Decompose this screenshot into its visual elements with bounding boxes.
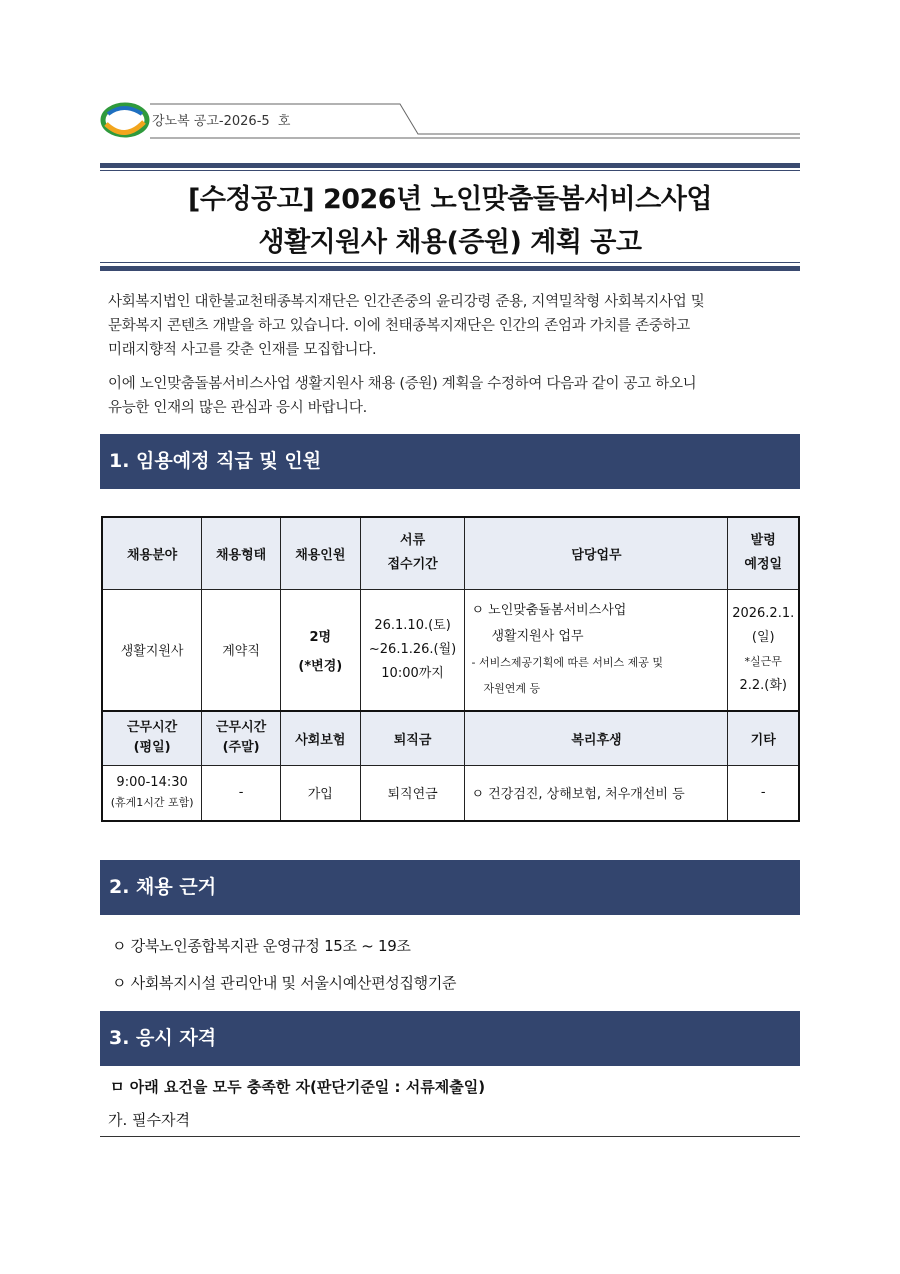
- requirement-heading: ㅁ 아래 요건을 모두 충족한 자(판단기준일 : 서류제출일): [110, 1078, 486, 1096]
- period-cell: [360, 589, 465, 711]
- title-bottom-thin-rule: [100, 262, 800, 263]
- duty-sub: - 서비스제공기획에 따른 서비스 제공 및: [471, 655, 663, 669]
- title-top-rule: [100, 163, 800, 168]
- period-time: 10:00까지: [381, 665, 444, 681]
- weekday-hours-cell: [102, 765, 202, 821]
- field-cell: 생활지원사: [102, 589, 202, 711]
- organization-logo-icon: [100, 102, 150, 138]
- duty-bullet-cont: 생활지원사 업무: [491, 628, 584, 644]
- period-end: ~26.1.26.(월): [368, 641, 457, 657]
- etc-cell: -: [728, 765, 799, 821]
- count-cell: [280, 589, 360, 711]
- duty-cell: [465, 589, 728, 711]
- intro-line: 유능한 인재의 많은 관심과 응시 바랍니다.: [108, 400, 367, 416]
- header-cell: 근무시간 (평일): [102, 711, 202, 765]
- weekday-hours: 9:00-14:30: [116, 775, 188, 791]
- notice-header: [100, 100, 800, 142]
- appoint-day: (일): [751, 629, 775, 645]
- header-cell: 사회보험: [280, 711, 360, 765]
- header-cell: 기타: [728, 711, 799, 765]
- notice-number: 강노복 공고-2026-5 호: [152, 114, 291, 129]
- intro-line: 이에 노인맞춤돌봄서비스사업 생활지원사 채용 (증원) 계획을 수정하여 다음과 같이 공고 하오니: [108, 376, 697, 392]
- section-heading-qualifications: 3. 응시 자격: [100, 1011, 800, 1066]
- duty-sub: 자원연계 등: [483, 681, 541, 695]
- count-value: 2명: [309, 629, 332, 645]
- basis-item: ㅇ 강북노인종합복지관 운영규정 15조 ~ 19조: [112, 937, 411, 955]
- header-cell: 근무시간 (주말): [202, 711, 281, 765]
- table-header-row: [102, 517, 799, 589]
- section-heading-positions: 1. 임용예정 직급 및 인원: [100, 434, 800, 489]
- intro-paragraph-1: [108, 290, 798, 362]
- section-heading-basis: 2. 채용 근거: [100, 860, 800, 915]
- intro-line: 미래지향적 사고를 갖춘 인재를 모집합니다.: [108, 342, 377, 358]
- table-row: [102, 765, 799, 821]
- header-cell: 채용분야: [102, 517, 202, 589]
- insurance-cell: 가입: [280, 765, 360, 821]
- header-cell: 복리후생: [465, 711, 728, 765]
- appoint-actual-date: 2.2.(화): [739, 677, 787, 693]
- table-header-row-2: [102, 711, 799, 765]
- count-note: (*변경): [298, 658, 343, 674]
- weekend-hours-cell: -: [202, 765, 281, 821]
- header-cell: 담당업무: [465, 517, 728, 589]
- bottom-divider: [100, 1136, 800, 1137]
- header-cell: 발령 예정일: [728, 517, 799, 589]
- required-qualification-label: 가. 필수자격: [108, 1111, 190, 1129]
- type-cell: 계약직: [202, 589, 281, 711]
- period-start: 26.1.10.(토): [374, 617, 451, 633]
- title-top-thin-rule: [100, 170, 800, 171]
- page-title-line2: 생활지원사 채용(증원) 계획 공고: [258, 227, 642, 258]
- weekday-break-note: (휴게1시간 포함): [110, 796, 194, 810]
- header-cell: 퇴직금: [360, 711, 465, 765]
- header-cell: 서류 접수기간: [360, 517, 465, 589]
- intro-paragraph-2: [108, 372, 798, 420]
- appoint-note: *실근무: [744, 654, 782, 668]
- appoint-cell: [728, 589, 799, 711]
- table-row: [102, 589, 799, 711]
- intro-line: 사회복지법인 대한불교천태종복지재단은 인간존중의 윤리강령 준용, 지역밀착형 사회복지사업 및: [108, 294, 705, 310]
- header-cell: 채용인원: [280, 517, 360, 589]
- header-cell: 채용형태: [202, 517, 281, 589]
- duty-bullet: ㅇ 노인맞춤돌봄서비스사업: [471, 602, 627, 618]
- title-bottom-rule: [100, 266, 800, 271]
- page-title-line1: [수정공고] 2026년 노인맞춤돌봄서비스사업: [188, 184, 712, 215]
- severance-cell: 퇴직연금: [360, 765, 465, 821]
- welfare-cell: ㅇ 건강검진, 상해보험, 처우개선비 등: [465, 765, 728, 821]
- intro-line: 문화복지 콘텐츠 개발을 하고 있습니다. 이에 천태종복지재단은 인간의 존엄과 가치를 존중하고: [108, 318, 690, 334]
- basis-item: ㅇ 사회복지시설 관리안내 및 서울시예산편성집행기준: [112, 974, 457, 992]
- appoint-date: 2026.2.1.: [732, 605, 795, 621]
- recruitment-table: [101, 516, 800, 822]
